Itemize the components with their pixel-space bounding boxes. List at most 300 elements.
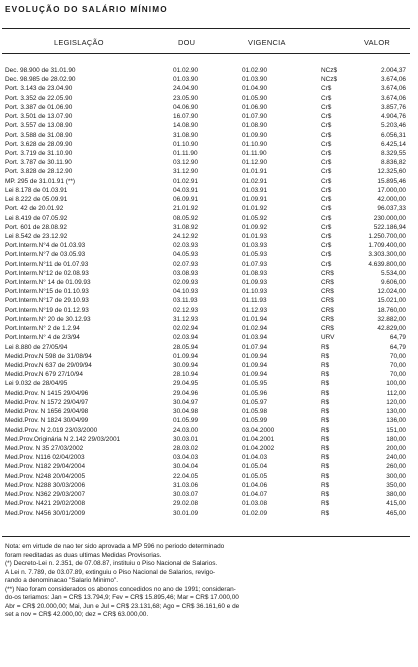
cell-currency: Cr$ bbox=[321, 205, 332, 213]
footnote-line: foram reeditadas as duas ultimas Medidas Provisorias. bbox=[5, 551, 162, 559]
cell-currency: R$ bbox=[321, 481, 330, 489]
table-row bbox=[2, 232, 412, 241]
cell-vigencia: 01.04.06 bbox=[242, 481, 268, 489]
cell-currency: R$ bbox=[321, 444, 330, 452]
cell-legislacao: Medid.Prov. N 1824 30/04/99 bbox=[5, 417, 89, 425]
cell-currency: CR$ bbox=[321, 297, 334, 305]
cell-currency: Cr$ bbox=[321, 94, 332, 102]
cell-vigencia: 01.10.93 bbox=[242, 288, 268, 296]
cell-currency: R$ bbox=[321, 371, 330, 379]
cell-dou: 04.05.93 bbox=[173, 251, 199, 259]
table-row bbox=[2, 435, 412, 444]
table-row bbox=[2, 186, 412, 195]
cell-valor: 18.760,00 bbox=[377, 306, 406, 314]
cell-legislacao: Port.Interm.N°7 de 03.05.93 bbox=[5, 251, 86, 259]
table-row bbox=[2, 306, 412, 315]
page-title: EVOLUÇÃO DO SALÁRIO MÍNIMO bbox=[5, 5, 168, 14]
cell-legislacao: Port. 42 de 20.01.92 bbox=[5, 205, 64, 213]
cell-legislacao: Port.Interm.N°11 de 01.07.93 bbox=[5, 260, 89, 268]
cell-dou: 31.03.06 bbox=[173, 481, 199, 489]
cell-valor: 3.303.300,00 bbox=[368, 251, 406, 259]
cell-dou: 02.09.93 bbox=[173, 279, 199, 287]
cell-legislacao: Port. 3.787 de 30.11.90 bbox=[5, 159, 72, 167]
cell-currency: CR$ bbox=[321, 269, 334, 277]
cell-currency: CR$ bbox=[321, 288, 334, 296]
table-row bbox=[2, 195, 412, 204]
cell-valor: 32.882,00 bbox=[377, 315, 406, 323]
cell-legislacao: Port.Interm.N° 20 de 30.12.93 bbox=[5, 315, 91, 323]
cell-vigencia: 01.05.96 bbox=[242, 389, 268, 397]
cell-legislacao: Med.Prov. N288 30/03/2006 bbox=[5, 481, 86, 489]
table-row bbox=[2, 416, 412, 425]
cell-vigencia: 01.01.94 bbox=[242, 315, 268, 323]
table-row bbox=[2, 389, 412, 398]
table-row bbox=[2, 462, 412, 471]
table-row bbox=[2, 149, 412, 158]
cell-vigencia: 01.05.97 bbox=[242, 398, 268, 406]
table-row bbox=[2, 167, 412, 176]
cell-dou: 01.03.90 bbox=[173, 76, 199, 84]
cell-vigencia: 01.09.94 bbox=[242, 352, 268, 360]
cell-vigencia: 01.08.93 bbox=[242, 269, 268, 277]
notes-divider bbox=[2, 536, 410, 537]
cell-legislacao: Medid.Prov.N 679 27/10/94 bbox=[5, 371, 83, 379]
cell-currency: R$ bbox=[321, 408, 330, 416]
cell-valor: 300,00 bbox=[386, 472, 406, 480]
table-row bbox=[2, 177, 412, 186]
cell-dou: 31.12.90 bbox=[173, 168, 199, 176]
cell-dou: 01.11.90 bbox=[173, 149, 198, 157]
cell-vigencia: 01.03.08 bbox=[242, 500, 268, 508]
cell-legislacao: Lei 8.419 de 07.05.92 bbox=[5, 214, 68, 222]
cell-vigencia: 01.12.93 bbox=[242, 306, 268, 314]
cell-currency: Cr$ bbox=[321, 232, 332, 240]
cell-legislacao: Port.Interm.N°15 de 01.10.93 bbox=[5, 288, 89, 296]
cell-currency: Cr$ bbox=[321, 113, 332, 121]
table-row bbox=[2, 103, 412, 112]
cell-currency: R$ bbox=[321, 362, 330, 369]
table-row bbox=[2, 204, 412, 213]
cell-dou: 01.10.90 bbox=[173, 140, 199, 148]
cell-valor: 70,00 bbox=[389, 371, 406, 379]
cell-legislacao: Port. 3.387 de 01.06.90 bbox=[5, 103, 73, 111]
cell-currency: Cr$ bbox=[321, 251, 332, 259]
cell-valor: 465,00 bbox=[386, 509, 406, 517]
cell-valor: 200,00 bbox=[386, 444, 406, 452]
table-row bbox=[2, 214, 412, 223]
table-row bbox=[2, 66, 412, 75]
cell-valor: 100,00 bbox=[386, 380, 406, 388]
cell-currency: Cr$ bbox=[321, 122, 332, 130]
cell-legislacao: Medid.Prov. N 1656 29/04/98 bbox=[5, 408, 89, 416]
cell-vigencia: 01.03.91 bbox=[242, 186, 268, 194]
table-row bbox=[2, 140, 412, 149]
cell-vigencia: 01.05.05 bbox=[242, 472, 268, 480]
cell-valor: 64,79 bbox=[389, 343, 406, 351]
cell-dou: 02.07.93 bbox=[173, 260, 199, 268]
cell-valor: 130,00 bbox=[386, 408, 406, 416]
cell-legislacao: Port. 601 de 28.08.92 bbox=[5, 223, 67, 231]
cell-valor: 230.000,00 bbox=[373, 214, 406, 222]
cell-currency: R$ bbox=[321, 343, 330, 351]
cell-valor: 3.857,76 bbox=[380, 103, 406, 111]
cell-legislacao: Lei 8.542 de 23.12.92 bbox=[5, 232, 68, 240]
table-row bbox=[2, 250, 412, 259]
cell-valor: 415,00 bbox=[386, 500, 406, 508]
cell-dou: 31.08.92 bbox=[173, 223, 199, 231]
table-row bbox=[2, 370, 412, 379]
cell-legislacao: Med.Prov. N456 30/01/2009 bbox=[5, 509, 86, 517]
cell-currency: R$ bbox=[321, 435, 330, 443]
footnotes bbox=[5, 543, 413, 620]
cell-dou: 01.02.91 bbox=[173, 177, 199, 185]
cell-dou: 01.09.94 bbox=[173, 352, 199, 360]
column-header-dou: DOU bbox=[178, 38, 196, 47]
cell-currency: Cr$ bbox=[321, 214, 332, 222]
cell-valor: 380,00 bbox=[386, 491, 406, 499]
cell-valor: 240,00 bbox=[386, 454, 406, 462]
cell-valor: 70,00 bbox=[389, 362, 406, 369]
column-header-legislacao: LEGISLAÇÃO bbox=[54, 38, 104, 47]
cell-valor: 70,00 bbox=[389, 352, 406, 360]
salary-table-page bbox=[2, 0, 414, 667]
cell-legislacao: Lei 8.178 de 01.03.91 bbox=[5, 186, 68, 194]
cell-dou: 22.04.05 bbox=[173, 472, 199, 480]
cell-dou: 31.08.90 bbox=[173, 131, 199, 139]
cell-vigencia: 01.05.92 bbox=[242, 214, 268, 222]
cell-legislacao: Port.Interm.N° 2 de 1.2.94 bbox=[5, 325, 80, 333]
table-row bbox=[2, 287, 412, 296]
cell-vigencia: 01.05.90 bbox=[242, 94, 268, 102]
cell-dou: 30.03.07 bbox=[173, 491, 199, 499]
cell-vigencia: 01.02.09 bbox=[242, 509, 268, 517]
cell-legislacao: Port. 3.588 de 31.08.90 bbox=[5, 131, 73, 139]
cell-valor: 180,00 bbox=[386, 435, 406, 443]
cell-valor: 5.534,00 bbox=[380, 269, 406, 277]
table-row bbox=[2, 444, 412, 453]
cell-legislacao: Port.Interm.N°4 de 01.03.93 bbox=[5, 242, 86, 250]
cell-valor: 12.325,60 bbox=[377, 168, 406, 176]
footnote-line: Nota: em virtude de nao ter sido aprovada a MP 596 no periodo determinado bbox=[5, 543, 225, 550]
cell-vigencia: 01.04.2002 bbox=[242, 444, 275, 452]
cell-valor: 522.186,94 bbox=[373, 223, 406, 231]
cell-valor: 9.606,00 bbox=[380, 279, 406, 287]
cell-vigencia: 01.04.03 bbox=[242, 454, 268, 462]
table-row bbox=[2, 343, 412, 352]
table-row bbox=[2, 158, 412, 167]
cell-dou: 03.04.03 bbox=[173, 454, 199, 462]
cell-currency: Cr$ bbox=[321, 177, 332, 185]
cell-legislacao: Port.Interm.N°12 de 02.08.93 bbox=[5, 269, 89, 277]
cell-vigencia: 01.01.93 bbox=[242, 232, 268, 240]
cell-currency: Cr$ bbox=[321, 140, 332, 148]
cell-legislacao: Port. 3.143 de 23.04.90 bbox=[5, 85, 73, 93]
cell-vigencia: 01.07.94 bbox=[242, 343, 268, 351]
table-row bbox=[2, 426, 412, 435]
cell-valor: 151,00 bbox=[386, 426, 406, 434]
cell-valor: 3.674,06 bbox=[380, 76, 406, 84]
cell-legislacao: Port.Interm.N° 4 de 2/3/94 bbox=[5, 334, 80, 342]
table-row bbox=[2, 398, 412, 407]
cell-currency: R$ bbox=[321, 454, 330, 462]
cell-currency: R$ bbox=[321, 389, 330, 397]
cell-currency: URV bbox=[321, 334, 335, 342]
cell-vigencia: 01.11.93 bbox=[242, 297, 267, 305]
table-row bbox=[2, 278, 412, 287]
cell-dou: 04.03.91 bbox=[173, 186, 199, 194]
cell-dou: 23.05.90 bbox=[173, 94, 199, 102]
footnote-line: rando a denominacao "Salario Minimo". bbox=[5, 577, 118, 584]
table-row bbox=[2, 84, 412, 93]
table-row bbox=[2, 324, 412, 333]
cell-valor: 17.000,00 bbox=[377, 186, 406, 194]
cell-vigencia: 01.05.04 bbox=[242, 463, 268, 471]
table-row bbox=[2, 94, 412, 103]
cell-valor: 4.904,76 bbox=[380, 113, 406, 121]
cell-vigencia: 01.01.92 bbox=[242, 205, 268, 213]
cell-currency: R$ bbox=[321, 463, 330, 471]
table-row bbox=[2, 490, 412, 499]
cell-legislacao: Med.Prov. N362 29/03/2007 bbox=[5, 491, 86, 499]
cell-dou: 04.10.93 bbox=[173, 288, 199, 296]
cell-legislacao: Lei 9.032 de 28/04/95 bbox=[5, 380, 68, 388]
cell-currency: Cr$ bbox=[321, 196, 332, 204]
cell-legislacao: Medid.Prov. N 1415 29/04/96 bbox=[5, 389, 89, 397]
cell-vigencia: 01.06.90 bbox=[242, 103, 268, 111]
table-row bbox=[2, 121, 412, 130]
cell-currency: Cr$ bbox=[321, 149, 332, 157]
cell-vigencia: 01.09.94 bbox=[242, 371, 268, 379]
cell-dou: 29.04.96 bbox=[173, 389, 199, 397]
cell-vigencia: 01.05.95 bbox=[242, 380, 268, 388]
cell-legislacao: Port.Interm.N°17 de 29.10.93 bbox=[5, 297, 89, 305]
cell-currency: Cr$ bbox=[321, 159, 332, 167]
cell-legislacao: Med.Prov. N116 02/04/2003 bbox=[5, 454, 85, 462]
cell-currency: CR$ bbox=[321, 325, 334, 333]
cell-legislacao: Port.Interm.N° 14 de 01.09.93 bbox=[5, 279, 91, 287]
table-row bbox=[2, 296, 412, 305]
table-row bbox=[2, 509, 412, 518]
table-row bbox=[2, 223, 412, 232]
cell-legislacao: Medid.Prov. N 1572 29/04/97 bbox=[5, 398, 89, 406]
cell-dou: 03.08.93 bbox=[173, 269, 199, 277]
cell-currency: R$ bbox=[321, 472, 330, 480]
cell-legislacao: Port. 3.352 de 22.05.90 bbox=[5, 94, 73, 102]
cell-dou: 24.12.92 bbox=[173, 232, 199, 240]
table-row bbox=[2, 499, 412, 508]
footnote-line: set a nov = CR$ 42.000,00; dez = CR$ 63.000,00. bbox=[5, 611, 149, 618]
cell-legislacao: Med.Prov. N248 20/04/2005 bbox=[5, 472, 86, 480]
cell-dou: 01.02.90 bbox=[173, 67, 199, 74]
cell-currency: Cr$ bbox=[321, 85, 332, 93]
cell-legislacao: Med.Prov.Originária N 2.142 29/03/2001 bbox=[5, 435, 121, 443]
cell-valor: 96.037,33 bbox=[377, 205, 406, 213]
cell-currency: CR$ bbox=[321, 306, 334, 314]
cell-legislacao: Medid.Prov.N 637 de 29/09/94 bbox=[5, 362, 92, 369]
cell-vigencia: 01.09.94 bbox=[242, 362, 268, 369]
cell-vigencia: 01.11.90 bbox=[242, 149, 267, 157]
cell-valor: 112,00 bbox=[386, 389, 406, 397]
cell-dou: 29.04.95 bbox=[173, 380, 199, 388]
cell-vigencia: 01.07.93 bbox=[242, 260, 268, 268]
cell-dou: 30.04.97 bbox=[173, 398, 199, 406]
cell-dou: 30.04.98 bbox=[173, 408, 199, 416]
table-row bbox=[2, 407, 412, 416]
cell-dou: 24.04.90 bbox=[173, 85, 199, 93]
cell-dou: 03.11.93 bbox=[173, 297, 198, 305]
cell-dou: 14.08.90 bbox=[173, 122, 199, 130]
table-row bbox=[2, 315, 412, 324]
table-row bbox=[2, 260, 412, 269]
cell-dou: 30.04.04 bbox=[173, 463, 199, 471]
cell-dou: 21.01.92 bbox=[173, 205, 199, 213]
cell-dou: 29.02.08 bbox=[173, 500, 199, 508]
cell-vigencia: 01.02.94 bbox=[242, 325, 268, 333]
footnote-line: do-os teriamos: Jan = CR$ 13.794,9; Fev = CR$ 15.895,46; Mar = CR$ 17.000,00 bbox=[5, 594, 239, 601]
table-row bbox=[2, 361, 412, 370]
table-row bbox=[2, 241, 412, 250]
cell-dou: 28.03.02 bbox=[173, 444, 199, 452]
table-row bbox=[2, 269, 412, 278]
table-row bbox=[2, 112, 412, 121]
cell-legislacao: Port. 3.828 de 28.12.90 bbox=[5, 168, 73, 176]
table-row bbox=[2, 453, 412, 462]
cell-valor: 5.203,46 bbox=[380, 122, 406, 130]
cell-dou: 24.03.00 bbox=[173, 426, 199, 434]
cell-valor: 1.250.700,00 bbox=[368, 232, 406, 240]
cell-valor: 2.004,37 bbox=[380, 67, 406, 74]
cell-valor: 136,00 bbox=[386, 417, 406, 425]
cell-valor: 3.674,06 bbox=[380, 85, 406, 93]
cell-dou: 06.09.91 bbox=[173, 196, 199, 204]
cell-valor: 6.056,31 bbox=[380, 131, 406, 139]
cell-legislacao: Dec. 98.900 de 31.01.90 bbox=[5, 67, 76, 74]
cell-vigencia: 03.04.2000 bbox=[242, 426, 275, 434]
cell-valor: 350,00 bbox=[386, 481, 406, 489]
cell-vigencia: 01.02.90 bbox=[242, 67, 268, 74]
cell-vigencia: 01.12.90 bbox=[242, 159, 268, 167]
cell-currency: Cr$ bbox=[321, 168, 332, 176]
column-header-vigencia: VIGENCIA bbox=[248, 38, 286, 47]
cell-currency: NCz$ bbox=[321, 67, 338, 74]
cell-currency: R$ bbox=[321, 417, 330, 425]
cell-legislacao: Port. 3.719 de 31.10.90 bbox=[5, 149, 73, 157]
cell-currency: CR$ bbox=[321, 279, 334, 287]
cell-vigencia: 01.03.90 bbox=[242, 76, 268, 84]
cell-legislacao: Port. 3.557 de 13.08.90 bbox=[5, 122, 73, 130]
cell-vigencia: 01.05.93 bbox=[242, 251, 268, 259]
cell-vigencia: 01.02.91 bbox=[242, 177, 268, 185]
cell-legislacao: Port.Interm.N°19 de 01.12.93 bbox=[5, 306, 89, 314]
cell-currency: R$ bbox=[321, 380, 330, 388]
table-body bbox=[2, 66, 412, 518]
cell-legislacao: Med.Prov. N 35 27/03/2002 bbox=[5, 444, 84, 452]
cell-currency: Cr$ bbox=[321, 131, 332, 139]
cell-legislacao: Lei 8.222 de 05.09.91 bbox=[5, 196, 68, 204]
column-header-valor: VALOR bbox=[364, 38, 391, 47]
cell-valor: 1.709.400,00 bbox=[368, 242, 406, 250]
cell-currency: R$ bbox=[321, 500, 330, 508]
cell-currency: R$ bbox=[321, 509, 330, 517]
cell-vigencia: 01.09.93 bbox=[242, 279, 268, 287]
cell-legislacao: Dec. 98.985 de 28.02.90 bbox=[5, 76, 76, 84]
cell-valor: 64,79 bbox=[389, 334, 406, 342]
table-row bbox=[2, 75, 412, 84]
cell-legislacao: Port. 3.501 de 13.07.90 bbox=[5, 113, 73, 121]
cell-valor: 120,00 bbox=[386, 398, 406, 406]
cell-dou: 03.12.90 bbox=[173, 159, 199, 167]
cell-legislacao: Med.Prov. N182 29/04/2004 bbox=[5, 463, 86, 471]
cell-currency: Cr$ bbox=[321, 260, 332, 268]
cell-vigencia: 01.04.90 bbox=[242, 85, 268, 93]
cell-dou: 28.05.94 bbox=[173, 343, 199, 351]
cell-vigencia: 01.05.99 bbox=[242, 417, 268, 425]
cell-currency: R$ bbox=[321, 398, 330, 406]
cell-currency: Cr$ bbox=[321, 103, 332, 111]
cell-valor: 4.639.800,00 bbox=[368, 260, 406, 268]
cell-dou: 02.03.93 bbox=[173, 242, 199, 250]
cell-dou: 02.12.93 bbox=[173, 306, 199, 314]
table-row bbox=[2, 481, 412, 490]
cell-valor: 3.674,06 bbox=[380, 94, 406, 102]
cell-vigencia: 01.05.98 bbox=[242, 408, 268, 416]
cell-dou: 08.05.92 bbox=[173, 214, 199, 222]
cell-valor: 8.329,55 bbox=[380, 149, 406, 157]
cell-currency: Cr$ bbox=[321, 223, 332, 231]
cell-vigencia: 01.01.91 bbox=[242, 168, 268, 176]
table-row bbox=[2, 472, 412, 481]
cell-valor: 15.895,46 bbox=[377, 177, 406, 185]
cell-valor: 42.829,00 bbox=[377, 325, 406, 333]
cell-currency: R$ bbox=[321, 426, 330, 434]
table-header bbox=[2, 28, 410, 54]
cell-currency: Cr$ bbox=[321, 186, 332, 194]
cell-vigencia: 01.09.92 bbox=[242, 223, 268, 231]
cell-dou: 04.06.90 bbox=[173, 103, 199, 111]
cell-vigencia: 01.04.07 bbox=[242, 491, 268, 499]
cell-legislacao: Medid.Prov.N 598 de 31/08/94 bbox=[5, 352, 92, 360]
cell-dou: 02.03.94 bbox=[173, 334, 199, 342]
cell-dou: 02.02.94 bbox=[173, 325, 199, 333]
footnote-line: Abr = CR$ 20.000,00; Mai, Jun e Jul = CR$ 23.131,68; Ago = CR$ 36.161,60 e de bbox=[5, 602, 240, 610]
cell-dou: 31.12.93 bbox=[173, 315, 199, 323]
cell-valor: 12.024,00 bbox=[377, 288, 406, 296]
cell-vigencia: 01.03.93 bbox=[242, 242, 268, 250]
cell-vigencia: 01.09.90 bbox=[242, 131, 268, 139]
cell-dou: 30.03.01 bbox=[173, 435, 199, 443]
cell-valor: 8.836,82 bbox=[380, 159, 406, 167]
cell-valor: 260,00 bbox=[386, 463, 406, 471]
cell-dou: 30.09.94 bbox=[173, 362, 199, 369]
cell-currency: CR$ bbox=[321, 315, 334, 323]
cell-legislacao: MP. 295 de 31.01.91 (**) bbox=[5, 177, 76, 185]
cell-currency: NCz$ bbox=[321, 76, 338, 84]
footnote-line: (*) Decreto-Lei n. 2.351, de 07.08.87, instituiu o Piso Nacional de Salarios. bbox=[5, 560, 218, 567]
cell-vigencia: 01.08.90 bbox=[242, 122, 268, 130]
table-row bbox=[2, 131, 412, 140]
cell-vigencia: 01.09.91 bbox=[242, 196, 268, 204]
cell-vigencia: 01.04.2001 bbox=[242, 435, 275, 443]
footnote-line: (**) Nao foram considerados os abonos concedidos no ano de 1991; consideran- bbox=[5, 585, 236, 593]
cell-currency: R$ bbox=[321, 491, 330, 499]
cell-dou: 16.07.90 bbox=[173, 113, 199, 121]
cell-vigencia: 01.03.94 bbox=[242, 334, 268, 342]
footnote-line: A Lei n. 7.789, de 03.07.89, extinguiu o Piso Nacional de Salarios, revigo- bbox=[5, 568, 216, 576]
table-row bbox=[2, 333, 412, 342]
cell-legislacao: Medid.Prov. N 2.019 23/03/2000 bbox=[5, 426, 98, 434]
cell-currency: R$ bbox=[321, 352, 330, 360]
cell-legislacao: Port. 3.628 de 28.09.90 bbox=[5, 140, 73, 148]
